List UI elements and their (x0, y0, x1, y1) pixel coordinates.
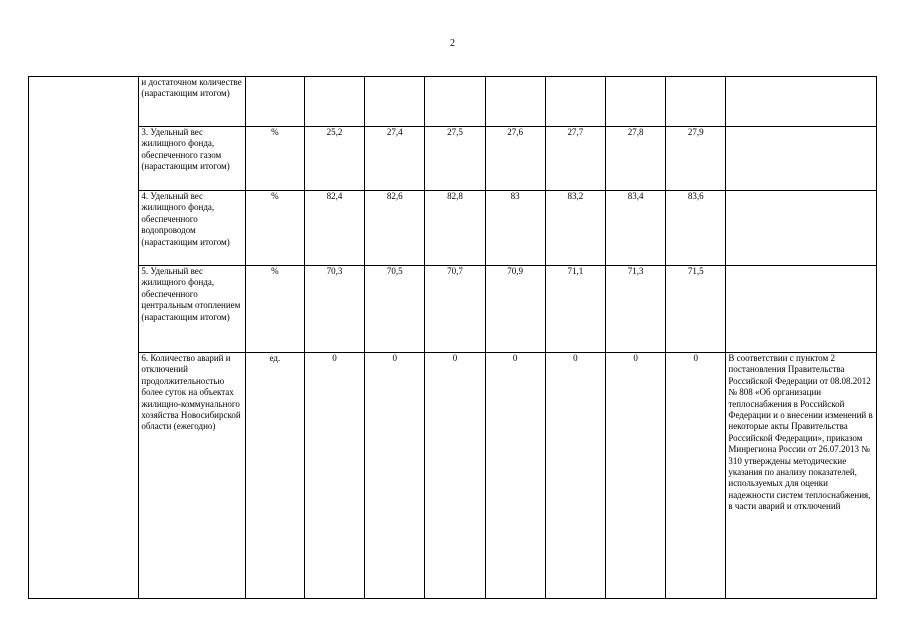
value: 27,8 (627, 127, 644, 137)
section-cell (29, 77, 139, 599)
value: 27,5 (447, 127, 463, 137)
indicator-name-cell (139, 127, 245, 191)
note: В соответствии с пунктом 2 постановления Правительства Российской Федерации от 08.08.2012 № 808 «Об организации теплоснабжения в Российской Федерации и о внесении изменений в некоторые акты Правительства Российской Федерации», приказом Минрегиона России от 26.07.2013 № 310 утверждены методические указания по анализу показателей, используемых для оценки надежности систем теплоснабжения, в части аварий и отключений (728, 353, 873, 512)
table-row (29, 77, 877, 127)
unit-cell (245, 353, 304, 599)
value: 0 (332, 353, 337, 363)
value: 83 (510, 191, 520, 201)
table-row (29, 191, 877, 266)
value-cell (666, 77, 726, 127)
value: 71,5 (687, 266, 704, 276)
value: 0 (452, 353, 458, 363)
value-cell (304, 127, 364, 191)
indicators-table (28, 76, 877, 599)
value-cell (304, 191, 364, 266)
value-cell (425, 127, 485, 191)
value: 70,9 (507, 266, 524, 276)
value-cell (666, 127, 726, 191)
value: 0 (633, 353, 638, 363)
value-cell (365, 191, 425, 266)
value: 27,6 (507, 127, 524, 137)
value: 83,2 (567, 191, 584, 201)
indicator-name: и достаточном количестве (нарастающим итогом) (141, 77, 242, 99)
value-cell (545, 191, 605, 266)
value-cell (605, 191, 665, 266)
value: 25,2 (326, 127, 343, 137)
value-cell (605, 266, 665, 353)
value-cell (545, 127, 605, 191)
indicator-name-cell (139, 191, 245, 266)
value-cell (304, 353, 364, 599)
value-cell (304, 77, 364, 127)
indicator-name: 6. Количество аварий и отключений продолжительностью более суток на объектах жилищно-коммунального хозяйства Новосибирской области (ежегодно) (141, 353, 241, 432)
table-row (29, 266, 877, 353)
indicator-name: 5. Удельный вес жилищного фонда, обеспеченного центральным отоплением (нарастающим итогом) (141, 266, 241, 322)
note-cell (726, 353, 877, 599)
value-cell (304, 266, 364, 353)
value: 71,3 (627, 266, 644, 276)
indicator-name-cell (139, 353, 245, 599)
indicator-name: 4. Удельный вес жилищного фонда, обеспеченного водопроводом (нарастающим итогом) (141, 191, 230, 247)
value: 0 (693, 353, 699, 363)
value-cell (666, 353, 726, 599)
value-cell (545, 353, 605, 599)
value-cell (365, 353, 425, 599)
value: 70,7 (447, 266, 463, 276)
value-cell (605, 77, 665, 127)
indicator-name: 3. Удельный вес жилищного фонда, обеспеченного газом (нарастающим итогом) (141, 127, 230, 172)
value-cell (365, 77, 425, 127)
value-cell (485, 191, 545, 266)
value-cell (425, 77, 485, 127)
note-cell (726, 77, 877, 127)
value-cell (425, 191, 485, 266)
unit-cell (245, 191, 304, 266)
value: 83,4 (627, 191, 644, 201)
value: 83,6 (687, 191, 704, 201)
unit-cell (245, 266, 304, 353)
unit: % (271, 266, 279, 276)
table-row (29, 127, 877, 191)
table-row (29, 353, 877, 599)
value-cell (485, 77, 545, 127)
indicator-name-cell (139, 266, 245, 353)
value: 27,7 (567, 127, 584, 137)
value-cell (666, 191, 726, 266)
note-cell (726, 266, 877, 353)
value: 82,6 (386, 191, 403, 201)
value: 27,9 (687, 127, 704, 137)
value-cell (666, 266, 726, 353)
unit: ед. (269, 353, 281, 363)
value-cell (485, 353, 545, 599)
value-cell (365, 127, 425, 191)
value: 0 (573, 353, 578, 363)
unit-cell (245, 127, 304, 191)
value-cell (425, 266, 485, 353)
value-cell (485, 266, 545, 353)
note-cell (726, 127, 877, 191)
indicator-name-cell (139, 77, 245, 127)
note-cell (726, 191, 877, 266)
value: 70,5 (386, 266, 403, 276)
value-cell (605, 353, 665, 599)
value-cell (605, 127, 665, 191)
unit-cell (245, 77, 304, 127)
page-number: 2 (450, 38, 455, 49)
value: 0 (512, 353, 518, 363)
value-cell (545, 77, 605, 127)
value-cell (485, 127, 545, 191)
unit: % (271, 191, 279, 201)
value: 82,8 (447, 191, 463, 201)
value: 70,3 (326, 266, 343, 276)
value: 82,4 (326, 191, 343, 201)
value: 71,1 (567, 266, 584, 276)
value-cell (425, 353, 485, 599)
value-cell (545, 266, 605, 353)
unit: % (271, 127, 279, 137)
value: 0 (392, 353, 397, 363)
value-cell (365, 266, 425, 353)
value: 27,4 (386, 127, 403, 137)
